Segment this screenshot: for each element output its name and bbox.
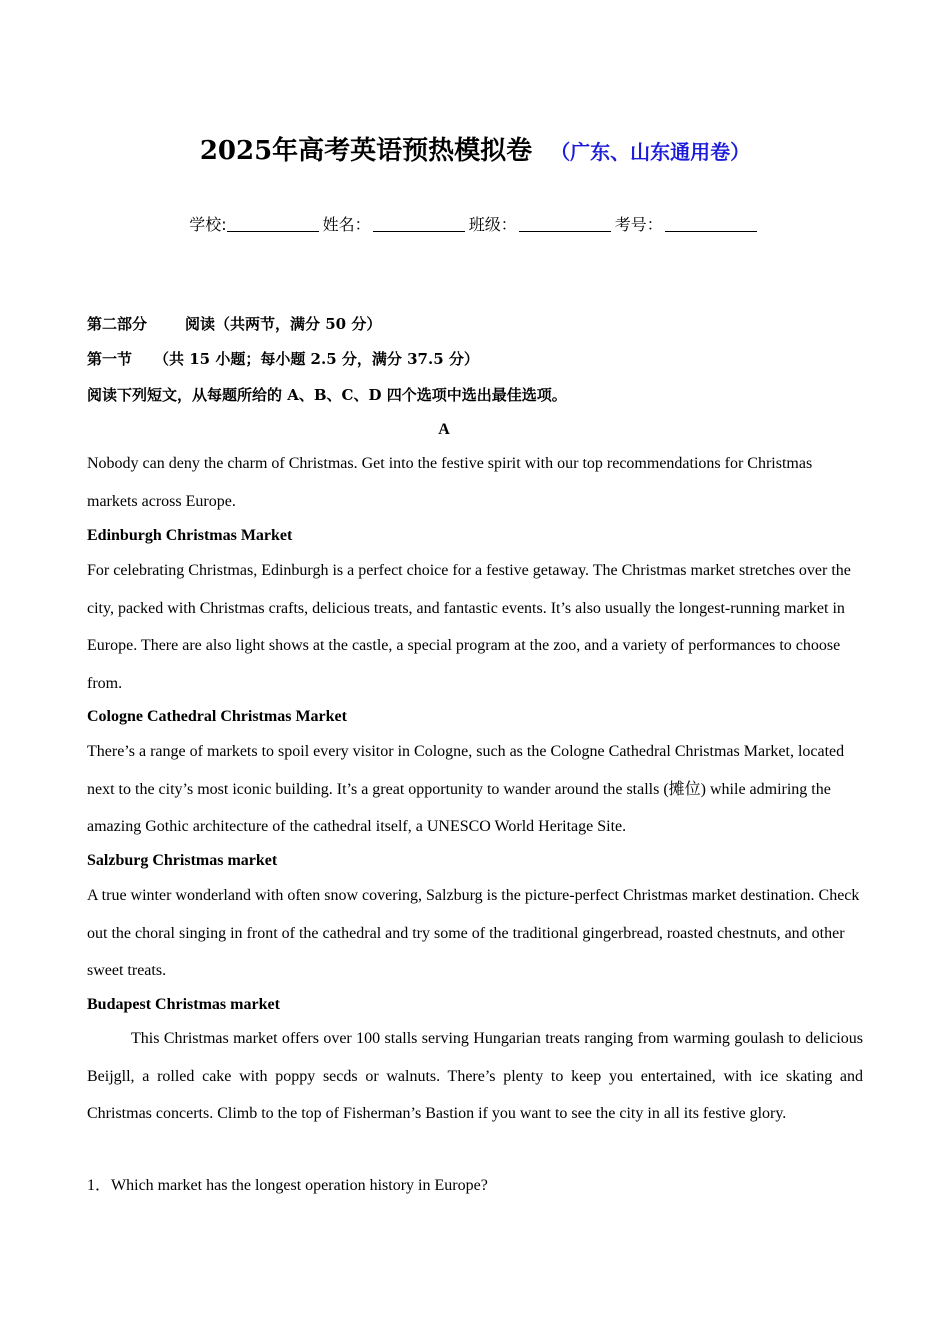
instruction: 阅读下列短文，从每题所给的 A、B、C、D 四个选项中选出最佳选项。 [87, 386, 567, 404]
subsection-heading [87, 348, 479, 370]
section-body-salzburg: A true winter wonderland with often snow covering, Salzburg is the picture-perfect Christmas market destination. Check out the choral singing in front of the cathedral and try some of the traditional gingerbread, roasted chestnuts, and other sweet treats. [87, 887, 860, 979]
question-1 [87, 1175, 488, 1197]
class-blank[interactable] [519, 215, 611, 232]
exam-no-label: 考号： [614, 215, 663, 234]
part-label: 第二部分 [87, 315, 148, 333]
name-label: 姓名： [322, 215, 371, 234]
student-info-fields [0, 212, 950, 238]
exam-no-blank[interactable] [665, 215, 757, 232]
exam-title [0, 131, 950, 172]
school-blank[interactable] [227, 215, 319, 232]
question-number: 1． [87, 1177, 112, 1194]
section-heading-edinburgh: Edinburgh Christmas Market [87, 527, 293, 544]
section-body-budapest: This Christmas market offers over 100 stalls serving Hungarian treats ranging from warming goulash to delicious Beijgll, a rolled cake with poppy secds or walnuts. There’s plenty to keep you entertained, with ice skating and Christmas concerts. Climb to the top of Fisherman’s Bastion if you want to see the city in all its festive glory. [87, 1030, 863, 1122]
subsection-desc: （共 15 小题；每小题 2.5 分，满分 37.5 分） [154, 350, 479, 368]
question-text: Which market has the longest operation history in Europe? [111, 1177, 488, 1194]
class-label: 班级： [468, 215, 517, 234]
section-body-edinburgh: For celebrating Christmas, Edinburgh is a perfect choice for a festive getaway. The Christmas market stretches over the city, packed with Christmas crafts, delicious treats, and fantastic events. It’s also usually the longest-running market in Europe. There are also light shows at the castle, a special program at the zoo, and a variety of performances to choose from. [87, 562, 851, 692]
name-blank[interactable] [373, 215, 465, 232]
passage-intro: Nobody can deny the charm of Christmas. Get into the festive spirit with our top recommendations for Christmas markets across Europe. [87, 455, 813, 510]
part-desc: 阅读（共两节，满分 50 分） [185, 315, 382, 333]
section-heading-budapest: Budapest Christmas market [87, 996, 280, 1013]
section-heading-cologne: Cologne Cathedral Christmas Market [87, 708, 347, 725]
subsection-label: 第一节 [87, 350, 133, 368]
part-heading [87, 313, 381, 335]
title-subtitle: （广东、山东通用卷） [550, 140, 751, 164]
school-label: 学校: [189, 215, 227, 234]
section-body-cologne: There’s a range of markets to spoil every visitor in Cologne, such as the Cologne Cathedral Christmas Market, located next to the city’s most iconic building. It’s a great opportunity to wander around the stalls (摊位) while admiring the amazing Gothic architecture of the cathedral itself, a UNESCO World Heritage Site. [87, 743, 845, 835]
passage-letter: A [438, 421, 450, 438]
section-heading-salzburg: Salzburg Christmas market [87, 852, 278, 869]
title-main: 2025年高考英语预热模拟卷 [199, 136, 533, 166]
